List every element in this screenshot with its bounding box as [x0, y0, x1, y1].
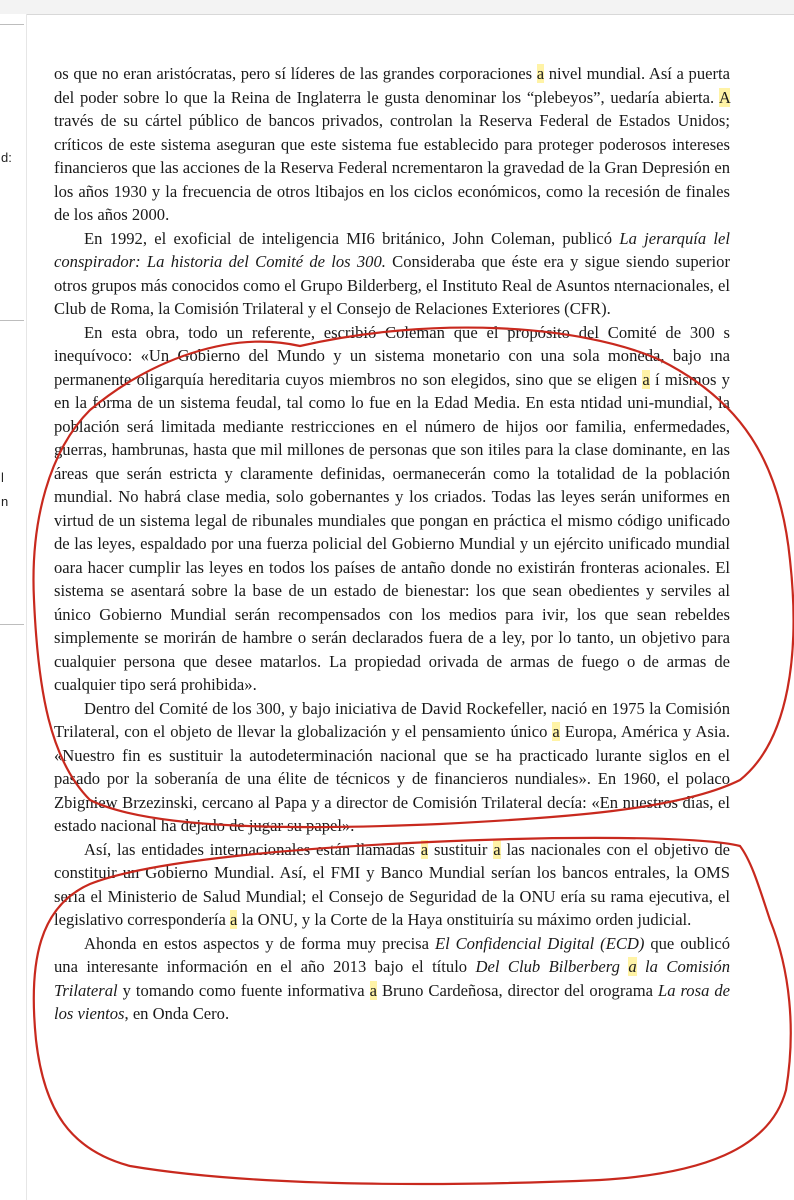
text-run: Consideraba que éste era y sigue siendo superior otros grupos más conocidos como el Grupo Bilderberg, el Instituto Real de Asuntos nternacionales, el Club de Roma, la Comisión Trilateral y el Consejo de Relaciones Exteriores (CFR).	[54, 252, 730, 318]
paragraph	[54, 321, 730, 697]
highlighted-text: a	[420, 839, 429, 859]
italic-title: La rosa de los vientos	[54, 980, 731, 1023]
highlighted-text: A	[718, 87, 730, 107]
text-run: que oublicó una interesante información en el año 2013 bajo el título	[54, 933, 730, 976]
text-run: y tomando como fuente informativa	[117, 980, 370, 1000]
gutter-fragment: d:	[1, 150, 12, 165]
text-run: Dentro del Comité de los 300, y bajo iniciativa de David Rockefeller, nació en 1975 la Comisión Trilateral, con el objeto de llevar la globalización y el pensamiento único	[54, 698, 730, 741]
highlighted-text: a	[642, 369, 650, 389]
highlighted-text: a	[536, 64, 545, 83]
text-run: , en Onda Cero.	[124, 1004, 230, 1023]
gutter-rule	[0, 24, 24, 25]
italic-title: Del Club Bilberberg	[475, 957, 629, 976]
text-run: través de su cártel público de bancos privados, controlan la Reserva Federal de Estados Unidos; críticos de este sistema aseguran que este sistema fue establecido para proteger poderosos intereses financieros que las acciones de la Reserva Federal ncrementaron la gravedad de la Gran Depresión en los años 1930 y la frecuencia de otros ltibajos en los ciclos económicos, como la recesión de finales de los años 2000.	[54, 111, 730, 224]
text-run: En 1992, el exoficial de inteligencia MI6 británico, John Coleman, publicó	[84, 228, 620, 248]
text-run: Bruno Cardeñosa, director del orograma	[376, 980, 658, 1000]
text-run: os que no eran aristócratas, pero sí líderes de las grandes corporaciones	[54, 64, 537, 83]
left-gutter	[0, 14, 27, 1200]
paragraph	[54, 932, 730, 1026]
highlighted-text: a	[230, 910, 238, 929]
italic-title: El Confidencial Digital (ECD)	[434, 933, 645, 953]
text-run: Así, las entidades internacionales están llamadas	[84, 839, 421, 859]
book-page-text	[54, 62, 730, 1026]
gutter-rule	[0, 624, 24, 625]
text-run: sustituir	[428, 839, 494, 859]
text-run: la ONU, y la Corte de la Haya onstituiría su máximo orden judicial.	[237, 910, 692, 929]
text-run: En esta obra, todo un referente, escribió Coleman que el propósito del Comité de 300 s inequívoco: «Un Gobierno del Mundo y un sistema monetario con una sola moneda, bajo ına permanente oligarquía hereditaria cuyos miembros no son elegidos, sino que se eligen	[54, 322, 730, 389]
top-strip	[0, 0, 794, 15]
gutter-rule	[0, 320, 24, 321]
text-run: Europa, América y Asia. «Nuestro fin es sustituir la autodeterminación nacional que se ha practicado lurante siglos en el pasado por la soberanía de una élite de técnicos y de financieros nundiales». En 1960, el polaco Zbigniew Brzezinski, cercano al Papa y a director de Comisión Trilateral decía: «En nuestros días, el estado nacional ha dejado de jugar su papel».	[54, 722, 730, 835]
text-run: Ahonda en estos aspectos y de forma muy precisa	[84, 933, 435, 953]
highlighted-text: a	[628, 957, 637, 976]
text-run: las nacionales con el objetivo de constituir un Gobierno Mundial. Así, el FMI y Banco Mundial serían los bancos entrales, la OMS sería el Ministerio de Salud Mundial; el Consejo de Seguridad de la ONU ería su rama ejecutiva, el legislativo correspondería	[54, 839, 730, 929]
text-run: nivel mundial. Así a puerta del poder sobre lo que la Reina de Inglaterra le gusta denominar los “plebeyos”, uedaría abierta.	[54, 64, 730, 107]
italic-title: La jerarquía lel conspirador: La historia del Comité de los 300.	[54, 228, 730, 271]
paragraph	[54, 62, 730, 227]
highlighted-text: a	[493, 839, 501, 859]
paragraph	[54, 227, 730, 321]
paragraph	[54, 697, 730, 838]
paragraph	[54, 838, 730, 932]
text-run: í mismos y en la forma de un sistema feudal, tal como lo fue en la Edad Media. En esta ntidad uni-mundial, la población será limitada mediante restricciones en el número de hijos oor familia, enfermedades, guerras, hambrunas, hasta que mil millones de personas que son itiles para la clase dominante, en las áreas que serán estricta y claramente definidas, oermanecerán como la totalidad de la población mundial. No habrá clase media, solo gobernantes y los criados. Todas las leyes serán uniformes en virtud de un sistema legal de ribunales mundiales que pongan en práctica el mismo código unificado de las leyes, espaldado por una fuerza policial del Gobierno Mundial y un ejército unificado mundial oara hacer cumplir las leyes en todos los países de antaño donde no existirán fronteras acionales. El sistema se asentará sobre la base de un estado de bienestar: los que sean obedientes y serviles al único Gobierno Mundial serán recompensados con los medios para ivir, los que sean rebeldes simplemente se morirán de hambre o serán declarados fuera de a ley, por lo tanto, un objetivo para cualquier persona que desee matarlos. La propiedad orivada de armas de fuego o de armas de cualquier tipo será prohibida».	[54, 369, 730, 694]
highlighted-text: a	[369, 980, 377, 1000]
gutter-fragment: n	[1, 494, 9, 509]
gutter-fragment: l	[1, 470, 4, 485]
italic-title: la Comisión Trilateral	[54, 957, 731, 1000]
highlighted-text: a	[552, 722, 560, 741]
